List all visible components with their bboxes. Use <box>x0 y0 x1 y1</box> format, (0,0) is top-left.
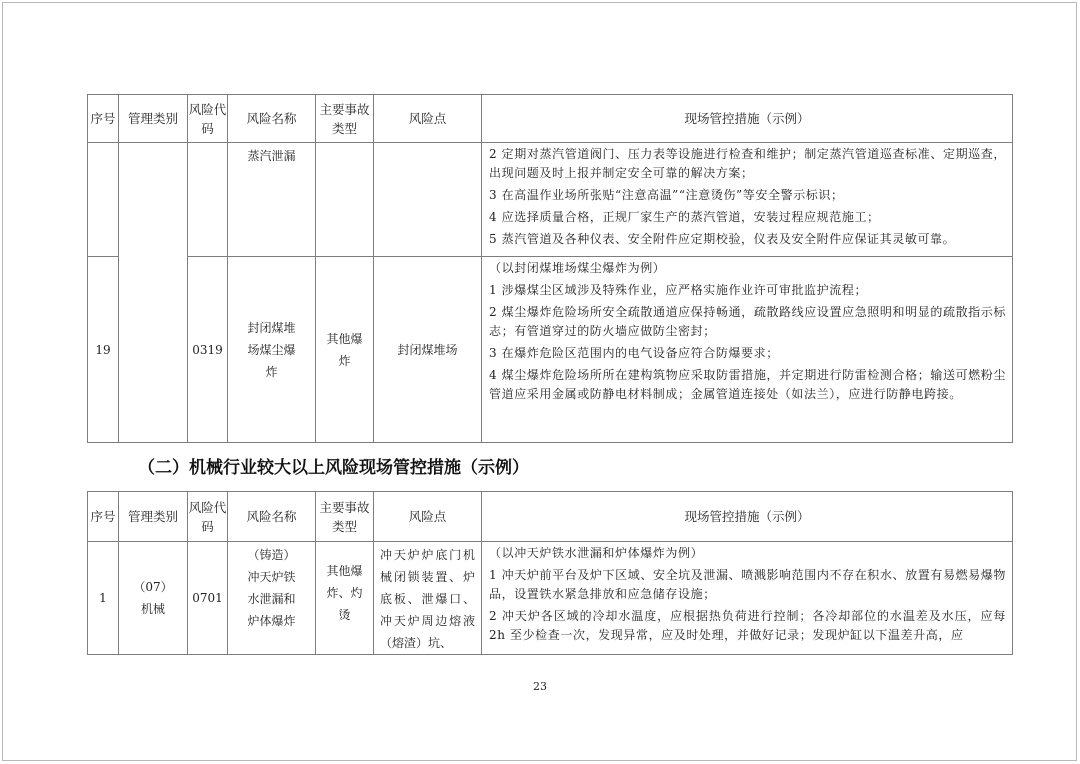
row-number: 19 <box>88 257 119 443</box>
mgmt-category-text: （07）机械 <box>133 580 173 616</box>
risk-table-1 <box>87 94 1013 443</box>
section-title: （二）机械行业较大以上风险现场管控措施（示例） <box>138 458 529 478</box>
accident-type-cell <box>316 257 374 443</box>
cell-point-empty <box>374 143 482 257</box>
accident-type-text: 其他爆炸、灼烫 <box>326 564 363 622</box>
measure-item: （以冲天炉铁水泄漏和炉体爆炸为例） <box>489 546 704 560</box>
measures-cell <box>482 143 1013 257</box>
header-risk-name: 风险名称 <box>228 492 316 542</box>
risk-code: 0701 <box>188 542 228 655</box>
mgmt-category-cell <box>119 542 188 655</box>
header-no: 序号 <box>88 95 119 143</box>
measure-item: 1 涉爆煤尘区域涉及特殊作业，应严格实施作业许可审批监护流程； <box>489 283 868 297</box>
measure-item: 2 煤尘爆炸危险场所安全疏散通道应保持畅通，疏散路线应设置应急照明和明显的疏散指示标志；有管道穿过的防火墙应做防尘密封； <box>489 305 1006 338</box>
header-no: 序号 <box>88 492 119 542</box>
risk-point: 封闭煤堆场 <box>374 257 482 443</box>
measure-item: 4 应选择质量合格，正规厂家生产的蒸汽管道，安装过程应规范施工； <box>489 210 880 224</box>
cell-code-empty <box>188 143 228 257</box>
header-risk-name: 风险名称 <box>228 95 316 143</box>
risk-name-cell <box>228 257 316 443</box>
risk-point-text: 冲天炉炉底门机械闭锁装置、炉底板、泄爆口、冲天炉周边熔液（熔渣）坑、 <box>380 548 475 650</box>
measures-cell <box>482 257 1013 443</box>
accident-type-text: 其他爆炸 <box>326 331 363 368</box>
risk-name-cell <box>228 542 316 655</box>
header-risk-code: 风险代码 <box>188 95 228 143</box>
header-measures: 现场管控措施（示例） <box>482 95 1013 143</box>
header-risk-point: 风险点 <box>374 492 482 542</box>
risk-name-text: 蒸汽泄漏 <box>247 149 296 163</box>
cell-mgmt-merged <box>119 143 188 443</box>
cell-accident-empty <box>316 143 374 257</box>
measure-item: 2 定期对蒸汽管道阀门、压力表等设施进行检查和维护；制定蒸汽管道巡查标准、定期巡查，出现问题及时上报并制定安全可靠的解决方案； <box>489 147 1006 180</box>
accident-type-cell <box>316 542 374 655</box>
risk-point-cell <box>374 542 482 655</box>
header-accident-type: 主要事故类型 <box>316 492 374 542</box>
risk-name-text: （铸造）冲天炉铁水泄漏和炉体爆炸 <box>247 548 296 628</box>
risk-name-cell <box>228 143 316 257</box>
header-mgmt-category: 管理类别 <box>119 492 188 542</box>
header-risk-point: 风险点 <box>374 95 482 143</box>
cell-no-empty <box>88 143 119 257</box>
header-accident-type: 主要事故类型 <box>316 95 374 143</box>
header-risk-code: 风险代码 <box>188 492 228 542</box>
header-mgmt-category: 管理类别 <box>119 95 188 143</box>
measure-item: 3 在高温作业场所张贴“注意高温”“注意烫伤”等安全警示标识； <box>489 188 844 202</box>
row-number: 1 <box>88 542 119 655</box>
risk-table-2 <box>87 491 1013 655</box>
page-number: 23 <box>533 680 547 693</box>
measure-item: 5 蒸汽管道及各种仪表、安全附件应定期校验，仪表及安全附件应保证其灵敏可靠。 <box>489 232 956 246</box>
measure-item: 2 冲天炉各区域的冷却水温度，应根据热负荷进行控制；各冷却部位的水温差及水压，应每 2h 至少检查一次，发现异常，应及时处理，并做好记录；发现炉缸以下温差升高，应 <box>489 609 1006 642</box>
header-measures: 现场管控措施（示例） <box>482 492 1013 542</box>
measure-item: （以封闭煤堆场煤尘爆炸为例） <box>489 261 666 275</box>
risk-name-text: 封闭煤堆场煤尘爆炸 <box>247 320 296 379</box>
measure-item: 1 冲天炉前平台及炉下区域、安全坑及泄漏、喷溅影响范围内不存在积水、放置有易燃易爆物品，设置铁水紧急排放和应急储存设施； <box>489 568 1006 601</box>
measure-item: 3 在爆炸危险区范围内的电气设备应符合防爆要求； <box>489 346 779 360</box>
risk-code: 0319 <box>188 257 228 443</box>
measures-cell <box>482 542 1013 655</box>
measure-item: 4 煤尘爆炸危险场所所在建构筑物应采取防雷措施，并定期进行防雷检测合格；输送可燃粉尘管道应采用金属或防静电材料制成；金属管道连接处（如法兰），应进行防静电跨接。 <box>489 368 1006 401</box>
